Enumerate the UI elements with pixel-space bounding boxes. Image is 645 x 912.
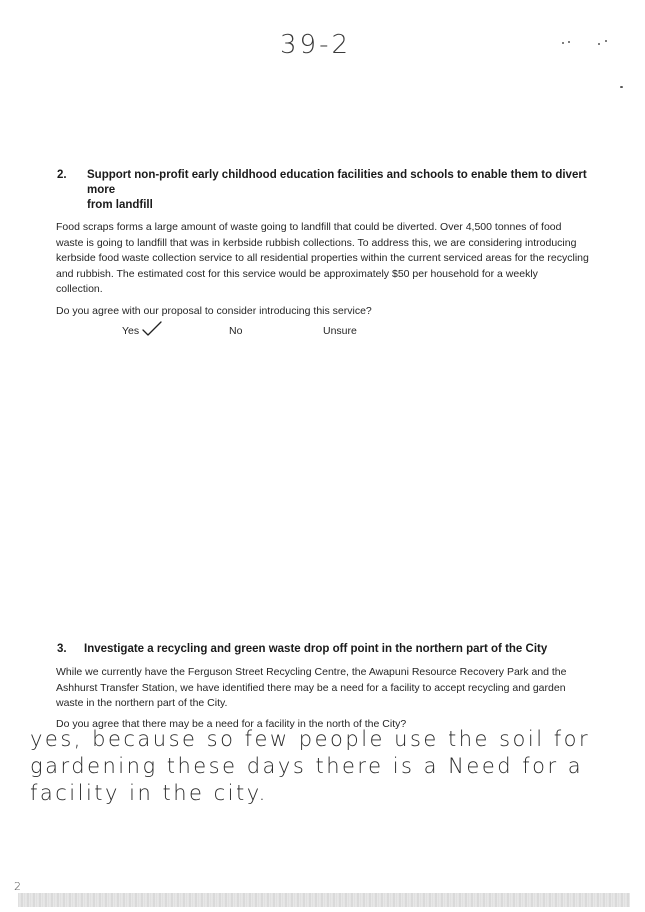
scan-speck [605,40,607,42]
answer-line: gardening these days there is a Need for a [30,754,584,778]
question-2-title-line: from landfill [87,199,153,211]
question-2-options [0,325,645,345]
paragraph-line: kerbside food waste collection service to all residential properties within the current serviced areas for the recycling [56,252,589,265]
question-3-title [84,642,547,657]
paragraph-line: and rubbish. The estimated cost for this service would be approximately $50 per household for a weekly [56,267,538,280]
question-2-heading [57,168,617,216]
option-unsure[interactable] [323,325,357,337]
paragraph-line: waste is going to landfill that was in kerbside rubbish collections. To address this, we are considering introducing [56,236,577,249]
checkmark-icon [141,320,163,338]
answer-line: facility in the city. [30,781,268,805]
paragraph-line: Ashhurst Transfer Station, we have identified there may be a need for a facility to accept recycling and garden [56,681,566,694]
question-2-number: 2. [57,169,67,181]
scan-speck [568,41,570,43]
footer-mark: 2 [14,880,21,893]
handwritten-answer[interactable] [30,726,630,807]
option-no[interactable] [229,325,242,337]
scan-speck [620,86,623,88]
question-2-title [87,168,587,213]
paragraph-line: While we currently have the Ferguson Street Recycling Centre, the Awapuni Resource Recovery Park and the [56,666,567,678]
option-yes-label: Yes [122,325,140,337]
question-2-title-line: Support non-profit early childhood education facilities and schools to enable them to divert [87,169,587,181]
scan-edge-strip [18,893,630,907]
paragraph-line: Food scraps forms a large amount of waste going to landfill that could be diverted. Over 4,500 tonnes of food [56,221,562,233]
question-2-prompt [56,304,601,320]
question-2-title-line: more [87,184,116,196]
question-3-heading [57,642,617,658]
option-unsure-label: Unsure [323,325,357,337]
question-2-prompt-text: Do you agree with our proposal to consider introducing this service? [56,305,372,317]
option-yes[interactable] [122,325,139,337]
question-2-description [56,220,601,298]
question-3-prompt-text: Do you agree that there may be a need for a facility in the north of the City? [56,718,407,730]
scan-speck [598,43,600,45]
scan-speck [562,42,564,44]
option-no-label: No [229,325,243,337]
paragraph-line: collection. [56,283,103,296]
question-3-title-line: Investigate a recycling and green waste drop off point in the northern part of the City [84,643,548,655]
paragraph-line: waste in the northern part of the City. [56,697,228,710]
question-3-description [56,665,601,712]
answer-line: yes, because so few people use the soil for [30,727,591,751]
handwritten-page-number: 39-2 [280,30,352,60]
question-3-number: 3. [57,643,67,655]
